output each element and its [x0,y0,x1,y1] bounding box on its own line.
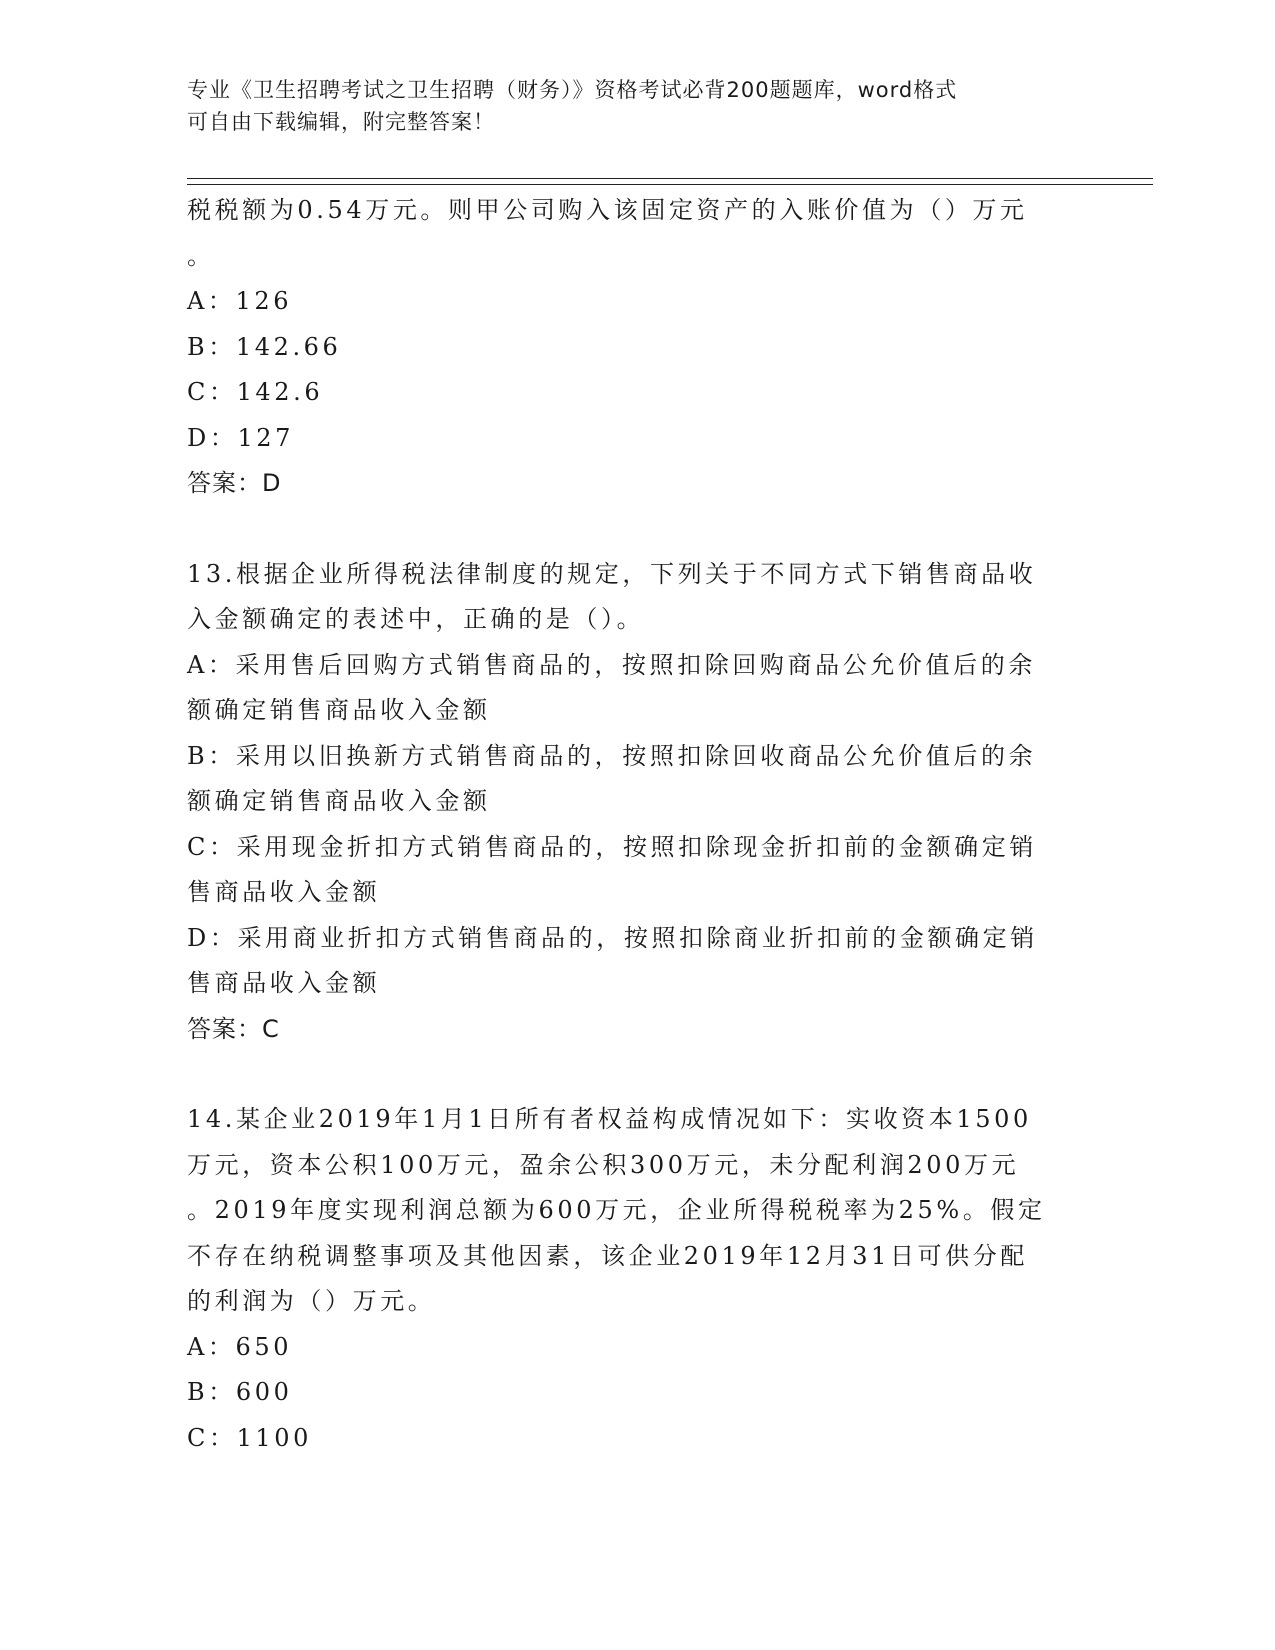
question-text: 14.某企业2019年1月1日所有者权益构成情况如下：实收资本1500 [187,1105,1032,1133]
question-text: 的利润为（）万元。 [187,1287,436,1315]
header-line: 专业《卫生招聘考试之卫生招聘（财务）》资格考试必背200题题库，word格式 [187,78,958,102]
question-carryover [187,188,1067,507]
option-b: B：142.66 [187,332,342,361]
question-text: 13.根据企业所得税法律制度的规定，下列关于不同方式下销售商品收 [187,559,1037,588]
question-text: 不存在纳税调整事项及其他因素，该企业2019年12月31日可供分配 [187,1241,1028,1270]
option-a: A：采用售后回购方式销售商品的，按照扣除回购商品公允价值后的余 [187,650,1036,679]
option-b: B：采用以旧换新方式销售商品的，按照扣除回收商品公允价值后的余 [187,741,1037,770]
option-a: A：650 [187,1332,293,1361]
question-14 [187,1097,1067,1461]
option-d-continued: 售商品收入金额 [187,969,381,997]
option-c: C：142.6 [187,378,324,406]
document-body [187,188,1067,1461]
option-b: B：600 [187,1378,293,1406]
option-b-continued: 额确定销售商品收入金额 [187,787,491,815]
header-line: 可自由下载编辑，附完整答案！ [187,110,495,134]
option-c: C：采用现金折扣方式销售商品的，按照扣除现金折扣前的金额确定销 [187,832,1037,861]
question-text: 入金额确定的表述中，正确的是（）。 [187,605,645,633]
answer-label: 答案：D [187,469,282,497]
option-a: A：126 [187,287,293,315]
header-divider [187,184,1153,185]
question-text: 万元，资本公积100万元，盈余公积300万元，未分配利润200万元 [187,1150,1020,1179]
option-c-continued: 售商品收入金额 [187,878,381,906]
option-d: D：127 [187,423,295,452]
question-13 [187,552,1067,1053]
option-a-continued: 额确定销售商品收入金额 [187,696,491,724]
question-text: 。2019年度实现利润总额为600万元，企业所得税税率为25%。假定 [187,1196,1046,1224]
question-text: 。 [187,241,215,270]
header-divider [187,178,1153,179]
answer-label: 答案：C [187,1014,280,1043]
document-header [187,74,1067,138]
option-d: D：采用商业折扣方式销售商品的，按照扣除商业折扣前的金额确定销 [187,923,1038,952]
question-text: 税税额为0.54万元。则甲公司购入该固定资产的入账价值为（）万元 [187,196,1028,224]
option-c: C：1100 [187,1423,313,1452]
